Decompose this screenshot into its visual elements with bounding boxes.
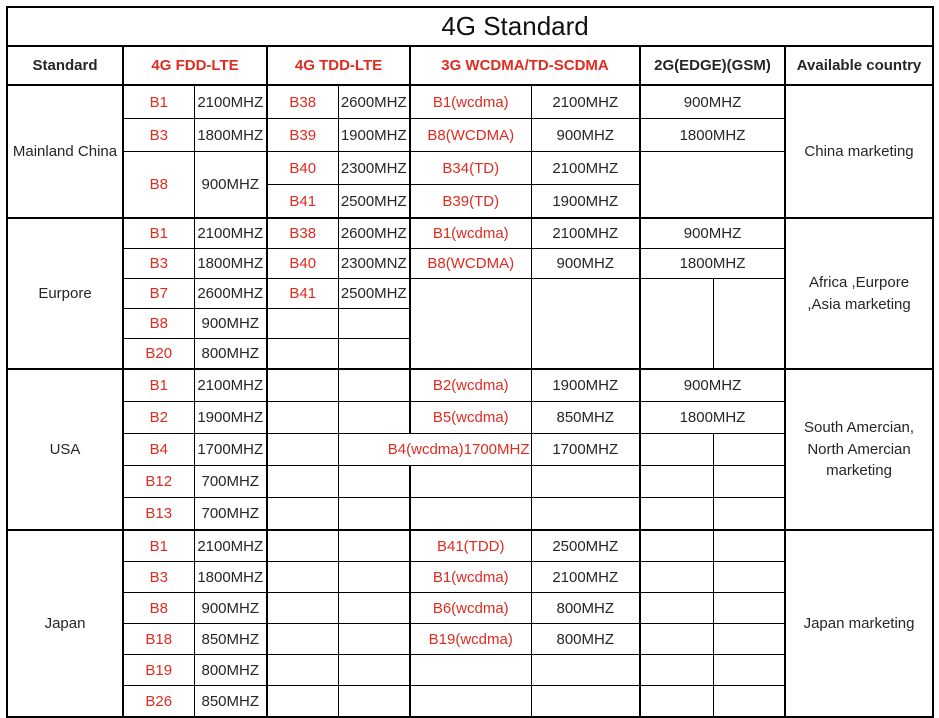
tdd-freq-cell: 2600MHZ xyxy=(338,218,410,249)
wcdma-band-cell: B8(WCDMA) xyxy=(410,249,531,279)
empty-cell xyxy=(531,686,640,718)
empty-cell xyxy=(713,593,785,624)
country-cell: South Amercian, North Amercian marketing xyxy=(785,369,933,530)
tdd-freq-cell: 2500MHZ xyxy=(338,185,410,219)
country-cell: Japan marketing xyxy=(785,530,933,717)
empty-cell xyxy=(267,466,338,498)
fdd-band-cell: B8 xyxy=(123,593,194,624)
wcdma-freq-cell: 1900MHZ xyxy=(531,185,640,219)
col-header-wcdma: 3G WCDMA/TD-SCDMA xyxy=(410,46,640,85)
empty-cell xyxy=(713,530,785,562)
country-cell: Africa ,Eurpore ,Asia marketing xyxy=(785,218,933,369)
empty-cell xyxy=(267,369,338,402)
empty-cell xyxy=(640,152,785,219)
fdd-band-cell: B18 xyxy=(123,624,194,655)
tdd-freq-cell: 2500MHZ xyxy=(338,279,410,309)
empty-cell xyxy=(267,498,338,531)
empty-cell xyxy=(410,466,531,498)
gsm-freq-cell: 900MHZ xyxy=(640,369,785,402)
wcdma-band-cell: B19(wcdma) xyxy=(410,624,531,655)
title-row xyxy=(7,7,933,46)
fdd-band-cell: B3 xyxy=(123,562,194,593)
fdd-freq-cell: 900MHZ xyxy=(194,152,267,219)
empty-cell xyxy=(338,466,410,498)
fdd-band-cell: B12 xyxy=(123,466,194,498)
wcdma-band-cell: B1(wcdma) xyxy=(410,562,531,593)
fdd-freq-cell: 1800MHZ xyxy=(194,562,267,593)
tdd-band-cell: B38 xyxy=(267,85,338,119)
empty-cell xyxy=(640,624,713,655)
fdd-freq-cell: 700MHZ xyxy=(194,466,267,498)
fdd-freq-cell: 800MHZ xyxy=(194,655,267,686)
wcdma-freq-cell: 2100MHZ xyxy=(531,218,640,249)
fdd-freq-cell: 700MHZ xyxy=(194,498,267,531)
empty-cell xyxy=(267,593,338,624)
wcdma-freq-cell: 2100MHZ xyxy=(531,152,640,185)
wcdma-freq-cell: 800MHZ xyxy=(531,624,640,655)
wcdma-band-cell: B1(wcdma) xyxy=(410,85,531,119)
wcdma-band-cell: B41(TDD) xyxy=(410,530,531,562)
empty-cell xyxy=(410,498,531,531)
empty-cell xyxy=(338,593,410,624)
empty-cell xyxy=(338,498,410,531)
tdd-band-cell: B38 xyxy=(267,218,338,249)
fdd-band-cell: B26 xyxy=(123,686,194,718)
empty-cell xyxy=(713,466,785,498)
table-row xyxy=(7,369,933,402)
wcdma-band-cell: B1(wcdma) xyxy=(410,218,531,249)
empty-cell xyxy=(640,279,713,370)
fdd-band-cell: B8 xyxy=(123,152,194,219)
table-row xyxy=(7,85,933,119)
empty-cell xyxy=(410,655,531,686)
empty-cell xyxy=(338,655,410,686)
empty-cell xyxy=(640,655,713,686)
gsm-freq-cell: 900MHZ xyxy=(640,218,785,249)
wcdma-freq-cell: 2100MHZ xyxy=(531,85,640,119)
empty-cell xyxy=(267,686,338,718)
fdd-band-cell: B1 xyxy=(123,85,194,119)
empty-cell xyxy=(267,402,338,434)
empty-cell xyxy=(338,369,410,402)
fdd-band-cell: B4 xyxy=(123,434,194,466)
tdd-freq-cell: 2300MHZ xyxy=(338,152,410,185)
wcdma-freq-cell: 2100MHZ xyxy=(531,562,640,593)
fdd-freq-cell: 800MHZ xyxy=(194,339,267,370)
empty-cell xyxy=(531,279,640,370)
empty-cell xyxy=(531,655,640,686)
wcdma-freq-cell: 850MHZ xyxy=(531,402,640,434)
empty-cell xyxy=(713,686,785,718)
table-row xyxy=(7,218,933,249)
empty-cell xyxy=(640,466,713,498)
wcdma-freq-cell: 900MHZ xyxy=(531,249,640,279)
empty-cell xyxy=(410,686,531,718)
fdd-band-cell: B20 xyxy=(123,339,194,370)
col-header-available-country: Available country xyxy=(785,46,933,85)
empty-cell xyxy=(338,686,410,718)
region-name-cell: Mainland China xyxy=(7,85,123,218)
wcdma-band-cell: B4(wcdma)1700MHZ xyxy=(338,434,531,466)
fdd-freq-cell: 1900MHZ xyxy=(194,402,267,434)
fdd-freq-cell: 900MHZ xyxy=(194,309,267,339)
empty-cell xyxy=(410,279,531,370)
empty-cell xyxy=(267,309,338,339)
table-title: 4G Standard xyxy=(7,7,933,46)
empty-cell xyxy=(267,624,338,655)
empty-cell xyxy=(713,279,785,370)
fdd-freq-cell: 1700MHZ xyxy=(194,434,267,466)
wcdma-band-cell: B8(WCDMA) xyxy=(410,119,531,152)
tdd-freq-cell: 1900MHZ xyxy=(338,119,410,152)
fdd-band-cell: B1 xyxy=(123,530,194,562)
wcdma-band-cell: B5(wcdma) xyxy=(410,402,531,434)
wcdma-freq-cell: 800MHZ xyxy=(531,593,640,624)
fdd-band-cell: B2 xyxy=(123,402,194,434)
empty-cell xyxy=(640,562,713,593)
wcdma-freq-cell: 1900MHZ xyxy=(531,369,640,402)
empty-cell xyxy=(338,562,410,593)
table-row xyxy=(7,530,933,562)
wcdma-freq-cell: 1700MHZ xyxy=(531,434,640,466)
empty-cell xyxy=(640,593,713,624)
col-header-fdd-lte: 4G FDD-LTE xyxy=(123,46,267,85)
empty-cell xyxy=(640,686,713,718)
empty-cell xyxy=(713,655,785,686)
empty-cell xyxy=(640,498,713,531)
tdd-band-cell: B39 xyxy=(267,119,338,152)
fdd-freq-cell: 1800MHZ xyxy=(194,249,267,279)
gsm-freq-cell: 1800MHZ xyxy=(640,249,785,279)
fdd-freq-cell: 900MHZ xyxy=(194,593,267,624)
fdd-band-cell: B19 xyxy=(123,655,194,686)
fdd-band-cell: B3 xyxy=(123,119,194,152)
empty-cell xyxy=(267,562,338,593)
wcdma-freq-cell: 900MHZ xyxy=(531,119,640,152)
fdd-freq-cell: 1800MHZ xyxy=(194,119,267,152)
empty-cell xyxy=(713,434,785,466)
empty-cell xyxy=(267,339,338,370)
header-row xyxy=(7,46,933,85)
region-name-cell: Eurpore xyxy=(7,218,123,369)
region-name-cell: Japan xyxy=(7,530,123,717)
fdd-freq-cell: 2600MHZ xyxy=(194,279,267,309)
country-cell: China marketing xyxy=(785,85,933,218)
empty-cell xyxy=(713,498,785,531)
tdd-band-cell: B41 xyxy=(267,279,338,309)
empty-cell xyxy=(338,624,410,655)
empty-cell xyxy=(531,498,640,531)
tdd-band-cell: B41 xyxy=(267,185,338,219)
gsm-freq-cell: 900MHZ xyxy=(640,85,785,119)
gsm-freq-cell: 1800MHZ xyxy=(640,119,785,152)
wcdma-band-cell: B39(TD) xyxy=(410,185,531,219)
wcdma-band-cell: B34(TD) xyxy=(410,152,531,185)
empty-cell xyxy=(713,562,785,593)
col-header-tdd-lte: 4G TDD-LTE xyxy=(267,46,410,85)
empty-cell xyxy=(267,655,338,686)
fdd-band-cell: B3 xyxy=(123,249,194,279)
empty-cell xyxy=(338,309,410,339)
fdd-freq-cell: 850MHZ xyxy=(194,624,267,655)
tdd-freq-cell: 2300MNZ xyxy=(338,249,410,279)
empty-cell xyxy=(640,530,713,562)
empty-cell xyxy=(640,434,713,466)
fdd-freq-cell: 2100MHZ xyxy=(194,530,267,562)
wcdma-freq-cell: 2500MHZ xyxy=(531,530,640,562)
gsm-freq-cell: 1800MHZ xyxy=(640,402,785,434)
empty-cell xyxy=(338,530,410,562)
fdd-band-cell: B7 xyxy=(123,279,194,309)
fdd-freq-cell: 850MHZ xyxy=(194,686,267,718)
fdd-band-cell: B13 xyxy=(123,498,194,531)
fdd-band-cell: B1 xyxy=(123,218,194,249)
fdd-freq-cell: 2100MHZ xyxy=(194,369,267,402)
fdd-freq-cell: 2100MHZ xyxy=(194,218,267,249)
region-name-cell: USA xyxy=(7,369,123,530)
fdd-band-cell: B8 xyxy=(123,309,194,339)
4g-standard-table xyxy=(6,6,934,718)
fdd-freq-cell: 2100MHZ xyxy=(194,85,267,119)
col-header-gsm: 2G(EDGE)(GSM) xyxy=(640,46,785,85)
empty-cell xyxy=(267,530,338,562)
empty-cell xyxy=(338,402,410,434)
tdd-band-cell: B40 xyxy=(267,249,338,279)
wcdma-band-cell: B6(wcdma) xyxy=(410,593,531,624)
tdd-freq-cell: 2600MHZ xyxy=(338,85,410,119)
fdd-band-cell: B1 xyxy=(123,369,194,402)
col-header-standard: Standard xyxy=(7,46,123,85)
tdd-band-cell: B40 xyxy=(267,152,338,185)
empty-cell xyxy=(713,624,785,655)
wcdma-band-cell: B2(wcdma) xyxy=(410,369,531,402)
empty-cell xyxy=(531,466,640,498)
empty-cell xyxy=(338,339,410,370)
empty-cell xyxy=(267,434,338,466)
